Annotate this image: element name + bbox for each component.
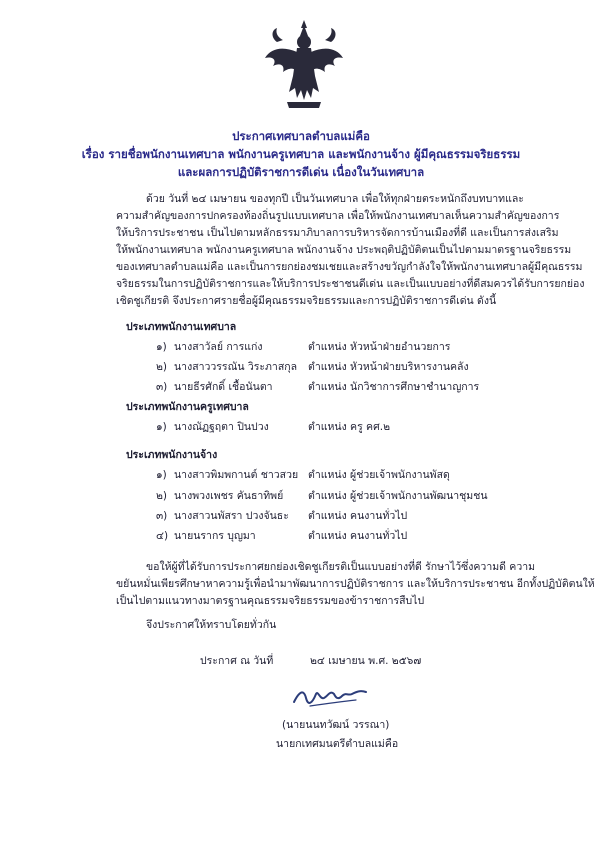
subject-line: เรื่อง รายชื่อพนักงานเทศบาล พนักงานครูเทศบาล และพนักงานจ้าง ผู้มีคุณธรรมจริยธรรม xyxy=(81,147,521,161)
signer-name: (นายนนทวัฒน์ วรรณา) xyxy=(282,719,390,731)
employee-name: นางพวงเพชร คันธาทิพย์ xyxy=(174,490,284,502)
subject-line-2: และผลการปฏิบัติราชการดีเด่น เนื่องในวันเทศบาล xyxy=(177,165,425,179)
signature-icon xyxy=(290,682,370,712)
category-heading: ประเภทพนักงานครูเทศบาล xyxy=(126,401,249,413)
list-item-number: ๑) xyxy=(156,421,167,433)
list-item-number: ๑) xyxy=(156,469,167,481)
employee-position: ตำแหน่ง ครู คศ.๒ xyxy=(308,421,390,433)
intro-line: ความสำคัญของการปกครองท้องถิ่นรูปแบบเทศบาล เพื่อให้พนักงานเทศบาลเห็นความสำคัญของการ xyxy=(116,210,560,222)
list-item-number: ๒) xyxy=(156,490,168,502)
announce-line: จึงประกาศให้ทราบโดยทั่วกัน xyxy=(146,619,277,631)
employee-name: นายนรากร บุญมา xyxy=(174,530,256,542)
intro-line: เชิดชูเกียรติ จึงประกาศรายชื่อผู้มีคุณธรรมจริยธรรมและการปฏิบัติราชการดีเด่น ดังนี้ xyxy=(116,295,497,307)
signer-title: นายกเทศมนตรีตำบลแม่คือ xyxy=(276,738,399,750)
employee-name: นางสาวัลย์ การแก่ง xyxy=(174,341,263,353)
employee-name: นางณัฏฐฤตา ปินปวง xyxy=(174,421,269,433)
closing-line: ขยันหมั่นเพียรศึกษาหาความรู้เพื่อนำมาพัฒนาการปฏิบัติราชการ และให้บริการประชาชน อีกทั้งปฏิบัติตนให้ xyxy=(116,578,595,590)
list-item-number: ๒) xyxy=(156,361,168,373)
closing-line: เป็นไปตามแนวทางมาตรฐานคุณธรรมจริยธรรมของข้าราชการสืบไป xyxy=(116,595,425,607)
list-item-number: ๓) xyxy=(156,510,168,522)
intro-line: ให้พนักงานเทศบาล พนักงานครูเทศบาล พนักงานจ้าง ประพฤติปฏิบัติตนเป็นไปตามมาตรฐานจริยธรรม xyxy=(116,244,572,256)
employee-position: ตำแหน่ง หัวหน้าฝ่ายอำนวยการ xyxy=(308,341,451,353)
list-item-number: ๓) xyxy=(156,381,168,393)
date-label: ประกาศ ณ วันที่ xyxy=(200,655,274,667)
intro-line: ด้วย วันที่ ๒๔ เมษายน ของทุกปี เป็นวันเทศบาล เพื่อให้ทุกฝ่ายตระหนักถึงบทบาทและ xyxy=(146,193,524,205)
employee-position: ตำแหน่ง คนงานทั่วไป xyxy=(308,510,408,522)
employee-position: ตำแหน่ง ผู้ช่วยเจ้าพนักงานพัสดุ xyxy=(308,469,450,481)
category-heading: ประเภทพนักงานเทศบาล xyxy=(126,321,237,333)
announcement-heading: ประกาศเทศบาลตำบลแม่คือ xyxy=(232,129,370,143)
intro-line: ให้บริการประชาชน เป็นไปตามหลักธรรมาภิบาลการบริหารจัดการบ้านเมืองที่ดี และเป็นการส่งเสริม xyxy=(116,227,559,239)
employee-name: นายธีรศักดิ์ เชื้อนันตา xyxy=(174,381,273,393)
employee-name: นางสาวพิมพกานต์ ชาวสวย xyxy=(174,469,299,481)
employee-position: ตำแหน่ง นักวิชาการศึกษาชำนาญการ xyxy=(308,381,480,393)
employee-name: นางสาววรรณัน วิระภาสกุล xyxy=(174,361,298,373)
date-value: ๒๔ เมษายน พ.ศ. ๒๕๖๗ xyxy=(310,655,422,667)
intro-line: จริยธรรมในการปฏิบัติราชการและให้บริการประชาชนดีเด่น และเป็นแบบอย่างที่ดีสมควรได้รับการยกย่อง xyxy=(116,278,585,290)
garuda-emblem-icon xyxy=(263,18,345,113)
employee-position: ตำแหน่ง ผู้ช่วยเจ้าพนักงานพัฒนาชุมชน xyxy=(308,490,488,502)
list-item-number: ๑) xyxy=(156,341,167,353)
intro-line: ของเทศบาลตำบลแม่คือ และเป็นการยกย่องชมเชยและสร้างขวัญกำลังใจให้พนักงานเทศบาลผู้มีคุณธรรม xyxy=(116,261,583,273)
employee-position: ตำแหน่ง คนงานทั่วไป xyxy=(308,530,408,542)
list-item-number: ๔) xyxy=(156,530,169,542)
category-heading: ประเภทพนักงานจ้าง xyxy=(126,449,218,461)
employee-position: ตำแหน่ง หัวหน้าฝ่ายบริหารงานคลัง xyxy=(308,361,469,373)
closing-line: ขอให้ผู้ที่ได้รับการประกาศยกย่องเชิดชูเกียรติเป็นแบบอย่างที่ดี รักษาไว้ซึ่งความดี ความ xyxy=(146,561,536,573)
employee-name: นางสาวนพัสรา ปวงจันธะ xyxy=(174,510,289,522)
